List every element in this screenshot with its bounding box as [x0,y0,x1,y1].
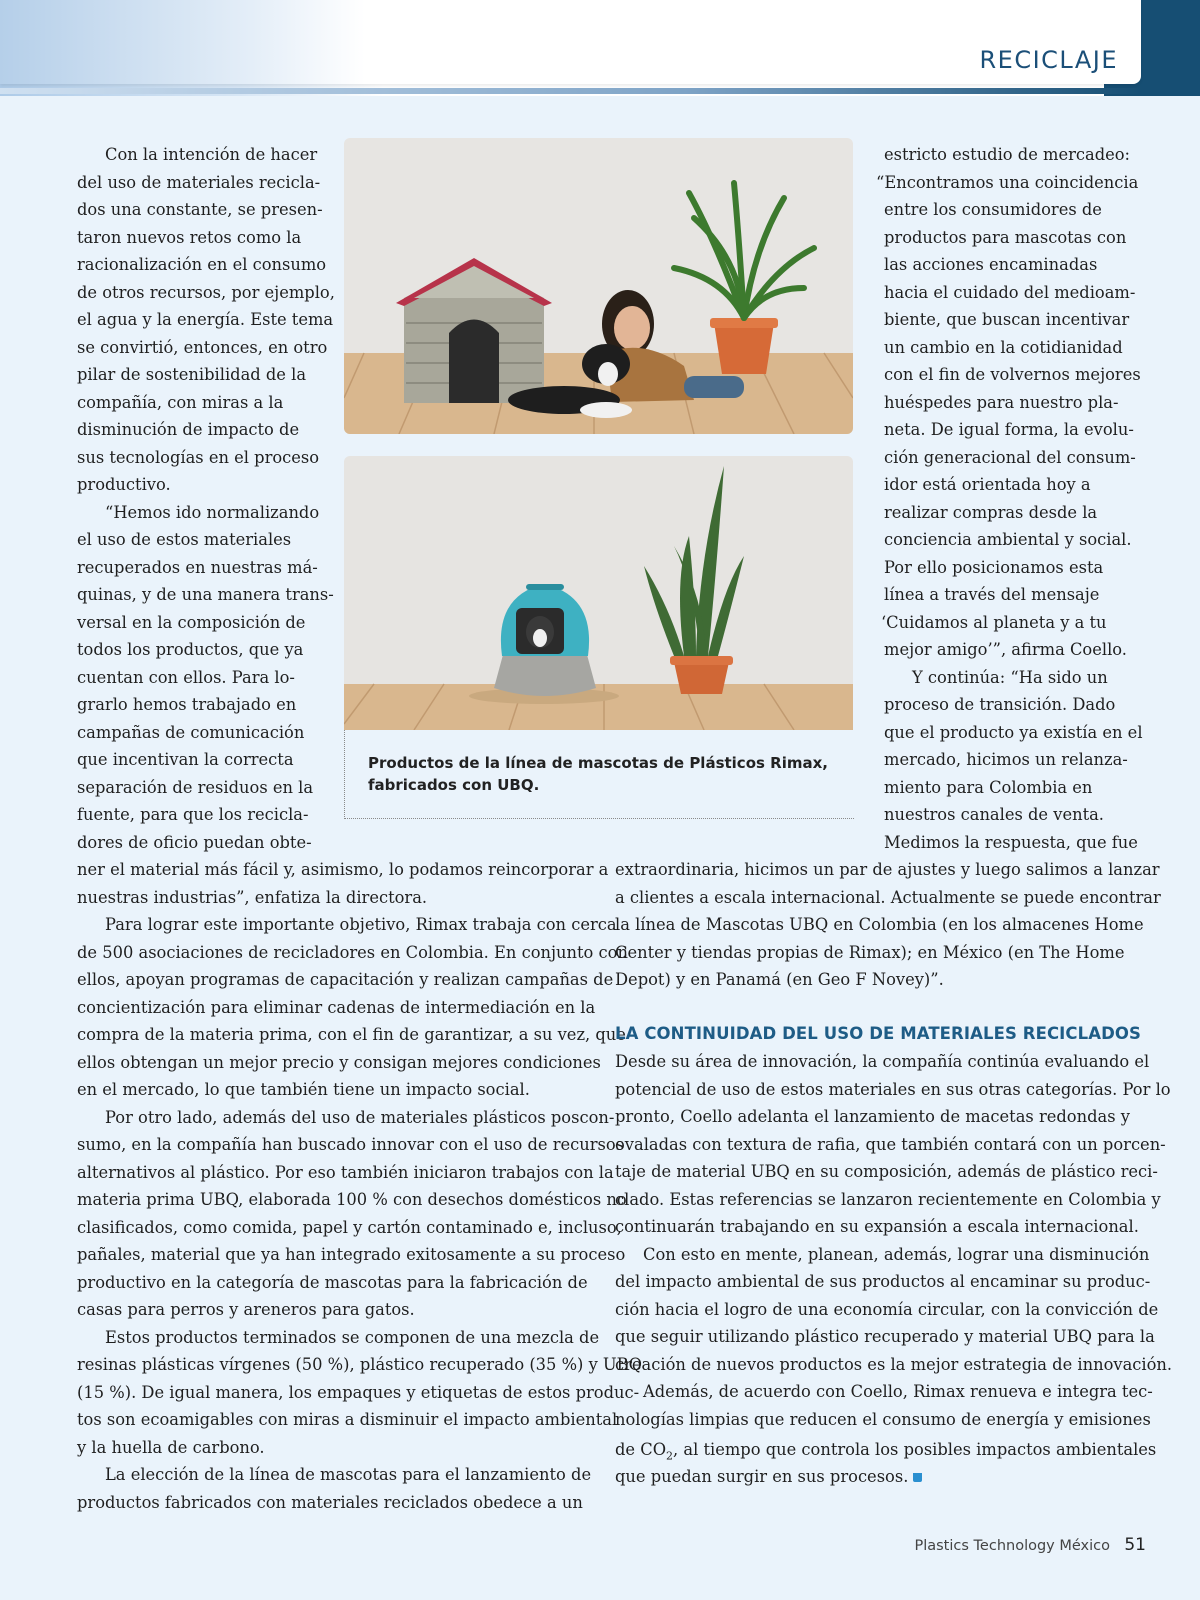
header-panel [0,0,1141,84]
text-line: ‘Cuidamos al planeta y a tu [881,612,1107,632]
text-line: Además, de acuerdo con Coello, Rimax renueva e integra tec- [643,1382,1153,1401]
publication-name: Plastics Technology México [914,1538,1110,1554]
text-line: biente, que buscan incentivar [884,310,1130,329]
text-line: proceso de transición. Dado [884,695,1116,714]
text-line: grarlo hemos trabajado en [77,695,297,714]
text-line: la línea de Mascotas UBQ en Colombia (en los almacenes Home [615,915,1144,934]
text-line: racionalización en el consumo [77,255,327,274]
text-line: materia prima UBQ, elaborada 100 % con desechos domésticos no [77,1190,627,1209]
text-line: dos una constante, se presen- [77,200,323,219]
photo-caption [368,752,828,796]
text-line: Con esto en mente, planean, además, lograr una disminución [643,1244,1150,1264]
text-line: pañales, material que ya han integrado exitosamente a su proceso [77,1245,626,1264]
text-line: se convirtió, entonces, en otro [77,337,328,357]
text-line: neta. De igual forma, la evolu- [884,420,1134,439]
text-line: Por otro lado, además del uso de materiales plásticos poscon- [105,1107,615,1127]
text-line: entre los consumidores de [884,200,1102,219]
text-line: clasificados, como comida, papel y cartón contaminado e, incluso, [77,1217,622,1237]
text-line: ellos, apoyan programas de capacitación y realizan campañas de [77,970,614,989]
text-line: pronto, Coello adelanta el lanzamiento de macetas redondas y [615,1107,1130,1126]
text-line: un cambio en la cotidianidad [884,337,1123,357]
caption-line-1: Productos de la línea de mascotas de Plásticos Rimax, [368,754,828,772]
text-line: Y continúa: “Ha sido un [912,667,1108,687]
text-line: idor está orientada hoy a [884,475,1091,494]
text-line: Para lograr este importante objetivo, Rimax trabaja con cerca [105,915,617,934]
text-line: campañas de comunicación [77,722,305,742]
text-line: las acciones encaminadas [884,255,1098,274]
text-line: línea a través del mensaje [884,585,1100,604]
co2-line [615,1440,1156,1466]
text-line: taron nuevos retos como la [77,227,302,247]
text-line: miento para Colombia en [884,777,1093,797]
text-line: pilar de sostenibilidad de la [77,365,307,384]
header-divider [0,88,1141,94]
final-line [615,1467,922,1487]
text-line: concientización para eliminar cadenas de intermediación en la [77,997,596,1017]
text-line: casas para perros y areneros para gatos. [77,1300,415,1319]
text-line: alternativos al plástico. Por eso también iniciaron trabajos con la [77,1162,614,1182]
text-line: compañía, con miras a la [77,392,284,412]
text-line: nologías limpias que reducen el consumo de energía y emisiones [615,1409,1151,1429]
text-line: nuestras industrias”, enfatiza la directora. [77,887,428,907]
text-line: cuentan con ellos. Para lo- [77,667,295,687]
text-line: todos los productos, que ya [77,640,304,659]
text-line: separación de residuos en la [77,777,314,797]
text-line: versal en la composición de [77,612,306,632]
text-line: extraordinaria, hicimos un par de ajustes y luego salimos a lanzar [615,860,1160,879]
text-line: productivo. [77,475,171,494]
text-line: nuestros canales de venta. [884,805,1104,824]
text-line: La elección de la línea de mascotas para el lanzamiento de [105,1465,592,1484]
text-line: el agua y la energía. Este tema [77,310,334,329]
text-line: sus tecnologías en el proceso [77,447,320,467]
photo-dog-house [344,138,853,434]
text-line: del impacto ambiental de sus productos al encaminar su produc- [615,1272,1151,1291]
text-line: Desde su área de innovación, la compañía continúa evaluando el [615,1052,1150,1071]
text-line: a clientes a escala internacional. Actualmente se puede encontrar [615,887,1161,907]
text-line: de otros recursos, por ejemplo, [77,282,335,302]
caption-line-2: fabricados con UBQ. [368,776,540,794]
final-line-text: que puedan surgir en sus procesos. [615,1467,909,1486]
text-line: productos para mascotas con [884,227,1127,247]
text-line: el uso de estos materiales [77,530,292,549]
text-line: creación de nuevos productos es la mejor estrategia de innovación. [615,1354,1173,1374]
text-line: mercado, hicimos un relanza- [884,750,1128,769]
text-line: que el producto ya existía en el [884,722,1143,742]
text-line: conciencia ambiental y social. [884,530,1132,549]
text-line: ción generacional del consum- [884,447,1136,467]
text-line: estricto estudio de mercadeo: [884,145,1131,164]
text-line: Medimos la respuesta, que fue [884,832,1138,852]
co2-line-before: de CO [615,1440,667,1459]
text-line: con el fin de volvernos mejores [884,365,1141,384]
text-line: Depot) y en Panamá (en Geo F Novey)”. [615,970,944,989]
section-heading: LA CONTINUIDAD DEL USO DE MATERIALES RECICLADOS [615,1024,1141,1043]
text-line: Estos productos terminados se componen de una mezcla de [105,1327,600,1347]
text-line: del uso de materiales recicla- [77,172,321,192]
text-line: resinas plásticas vírgenes (50 %), plástico recuperado (35 %) y UBQ [77,1355,642,1374]
text-line: Center y tiendas propias de Rimax); en México (en The Home [615,942,1125,962]
text-line: Con la intención de hacer [105,145,318,164]
text-line: compra de la materia prima, con el fin de garantizar, a su vez, que [77,1025,626,1044]
text-line: clado. Estas referencias se lanzaron recientemente en Colombia y [615,1189,1161,1209]
end-of-article-icon [913,1473,922,1482]
photo-cat-litter-box [344,456,853,730]
co2-subscript: 2 [666,1449,674,1463]
text-line: ner el material más fácil y, asimismo, lo podamos reincorporar a [77,860,609,879]
section-title: RECICLAJE [979,46,1118,74]
text-line: taje de material UBQ en su composición, además de plástico reci- [615,1162,1158,1181]
text-line: fuente, para que los recicla- [77,805,309,824]
text-line: huéspedes para nuestro pla- [884,392,1119,412]
text-line: ellos obtengan un mejor precio y consigan mejores condiciones [77,1052,601,1072]
text-line: mejor amigo’”, afirma Coello. [884,640,1127,659]
text-line: recuperados en nuestras má- [77,557,318,577]
text-line: disminución de impacto de [77,420,300,439]
text-line: productos fabricados con materiales reciclados obedece a un [77,1492,583,1512]
text-line: hacia el cuidado del medioam- [884,282,1136,302]
text-line: quinas, y de una manera trans- [77,585,334,604]
text-line: productivo en la categoría de mascotas para la fabricación de [77,1272,588,1292]
text-line: en el mercado, lo que también tiene un impacto social. [77,1080,530,1099]
text-line: (15 %). De igual manera, los empaques y etiquetas de estos produc- [77,1382,640,1402]
text-line: realizar compras desde la [884,502,1098,522]
text-line: ción hacia el logro de una economía circular, con la convicción de [615,1299,1159,1319]
text-line: tos son ecoamigables con miras a disminuir el impacto ambiental [77,1410,618,1429]
text-line: que seguir utilizando plástico recuperado y material UBQ para la [615,1327,1155,1346]
text-line: y la huella de carbono. [77,1437,265,1457]
page-number: 51 [1124,1535,1146,1555]
text-line: que incentivan la correcta [77,750,294,769]
text-line: dores de oficio puedan obte- [77,832,312,852]
text-line: Por ello posicionamos esta [884,557,1104,577]
text-line: potencial de uso de estos materiales en sus otras categorías. Por lo [615,1079,1171,1099]
co2-line-after: , al tiempo que controla los posibles impactos ambientales [673,1440,1157,1459]
text-line: ovaladas con textura de rafia, que también contará con un porcen- [615,1134,1166,1154]
text-line: continuarán trabajando en su expansión a escala internacional. [615,1217,1139,1236]
text-line: de 500 asociaciones de recicladores en Colombia. En conjunto con [77,942,628,962]
text-line: “Encontramos una coincidencia [876,172,1139,192]
text-line: sumo, en la compañía han buscado innovar con el uso de recursos [77,1135,625,1154]
text-line: “Hemos ido normalizando [105,502,320,522]
